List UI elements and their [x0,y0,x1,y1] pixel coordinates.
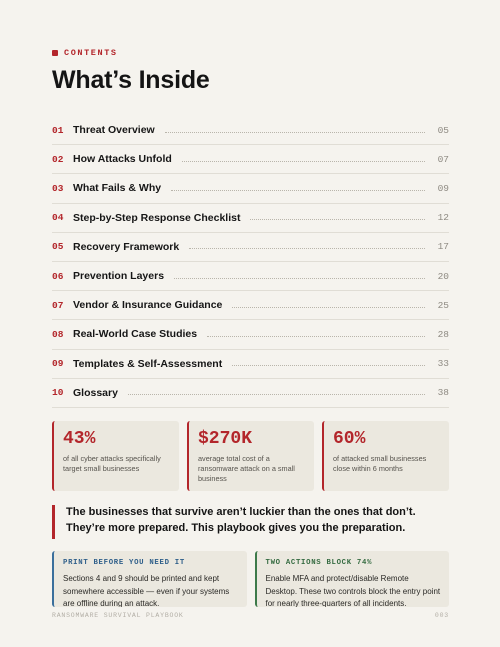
pull-quote: The businesses that survive aren’t luckier than the ones that don’t. They’re more prepared. This playbook gives you the preparation. [52,505,449,539]
eyebrow-square-icon [52,50,58,56]
toc-entry[interactable] [52,116,449,145]
toc-dot-leader [232,307,425,308]
callout-text: Sections 4 and 9 should be printed and kept somewhere accessible — even if your systems are offline during an attack. [63,574,230,607]
toc-number: 01 [52,124,64,136]
callout-title: PRINT BEFORE YOU NEED IT [63,559,185,567]
footer-document-title: RANSOMWARE SURVIVAL PLAYBOOK [52,612,184,619]
toc-number: 08 [52,328,64,340]
callout-text: Enable MFA and protect/disable Remote Desktop. These two controls block the entry point for nearly three-quarters of all incidents. [265,574,441,607]
toc-number: 02 [52,153,64,165]
callout-title: TWO ACTIONS BLOCK 74% [265,559,373,567]
toc-number: 05 [52,241,64,253]
toc-entry[interactable] [52,262,449,291]
toc-dot-leader [128,394,425,395]
toc-page-number: 28 [437,328,449,340]
toc-entry[interactable] [52,233,449,262]
toc-title: Templates & Self-Assessment [73,357,223,370]
toc-page-number: 17 [437,241,449,253]
stat-value: 43% [63,429,96,449]
toc-title: Threat Overview [73,124,155,137]
two-actions-callout [255,551,450,607]
stat-card [322,421,449,491]
stat-description: average total cost of a ransomware attack on a small business [198,454,295,483]
footer-page-number: 003 [434,612,449,619]
stat-value: 60% [333,429,366,449]
table-of-contents [52,116,449,408]
toc-entry[interactable] [52,350,449,379]
toc-entry[interactable] [52,145,449,174]
toc-entry[interactable] [52,379,449,408]
page-footer [52,612,449,619]
stat-card [187,421,314,491]
toc-title: Prevention Layers [73,270,165,283]
toc-dot-leader [250,219,425,220]
toc-entry[interactable] [52,291,449,320]
toc-dot-leader [174,278,425,279]
toc-page-number: 25 [437,299,449,311]
toc-title: Real-World Case Studies [73,328,198,341]
stat-card [52,421,179,491]
toc-dot-leader [232,365,425,366]
toc-title: How Attacks Unfold [73,153,172,166]
toc-entry[interactable] [52,204,449,233]
print-tip-callout [52,551,247,607]
toc-page-number: 05 [437,124,449,136]
contents-page [52,0,449,647]
toc-dot-leader [165,132,425,133]
callout-boxes [52,551,449,607]
toc-dot-leader [207,336,425,337]
stat-description: of attacked small businesses close within 6 months [333,454,427,473]
toc-number: 10 [52,387,64,399]
toc-number: 09 [52,358,64,370]
stat-description: of all cyber attacks specifically target small businesses [63,454,161,473]
stat-cards [52,421,449,491]
toc-number: 03 [52,182,64,194]
toc-page-number: 07 [437,153,449,165]
section-eyebrow [52,48,118,58]
page-title: What’s Inside [52,66,210,94]
toc-page-number: 12 [437,212,449,224]
toc-title: Glossary [73,386,118,399]
toc-page-number: 38 [437,387,449,399]
toc-title: Vendor & Insurance Guidance [73,299,223,312]
toc-title: Step-by-Step Response Checklist [73,211,241,224]
toc-page-number: 20 [437,270,449,282]
toc-dot-leader [189,248,425,249]
toc-number: 04 [52,212,64,224]
toc-entry[interactable] [52,174,449,203]
toc-title: What Fails & Why [73,182,162,195]
toc-title: Recovery Framework [73,240,180,253]
eyebrow-label: CONTENTS [64,48,118,58]
toc-dot-leader [171,190,425,191]
toc-page-number: 09 [437,182,449,194]
toc-page-number: 33 [437,358,449,370]
toc-dot-leader [182,161,425,162]
stat-value: $270K [198,429,253,449]
toc-number: 07 [52,299,64,311]
toc-number: 06 [52,270,64,282]
toc-entry[interactable] [52,320,449,349]
